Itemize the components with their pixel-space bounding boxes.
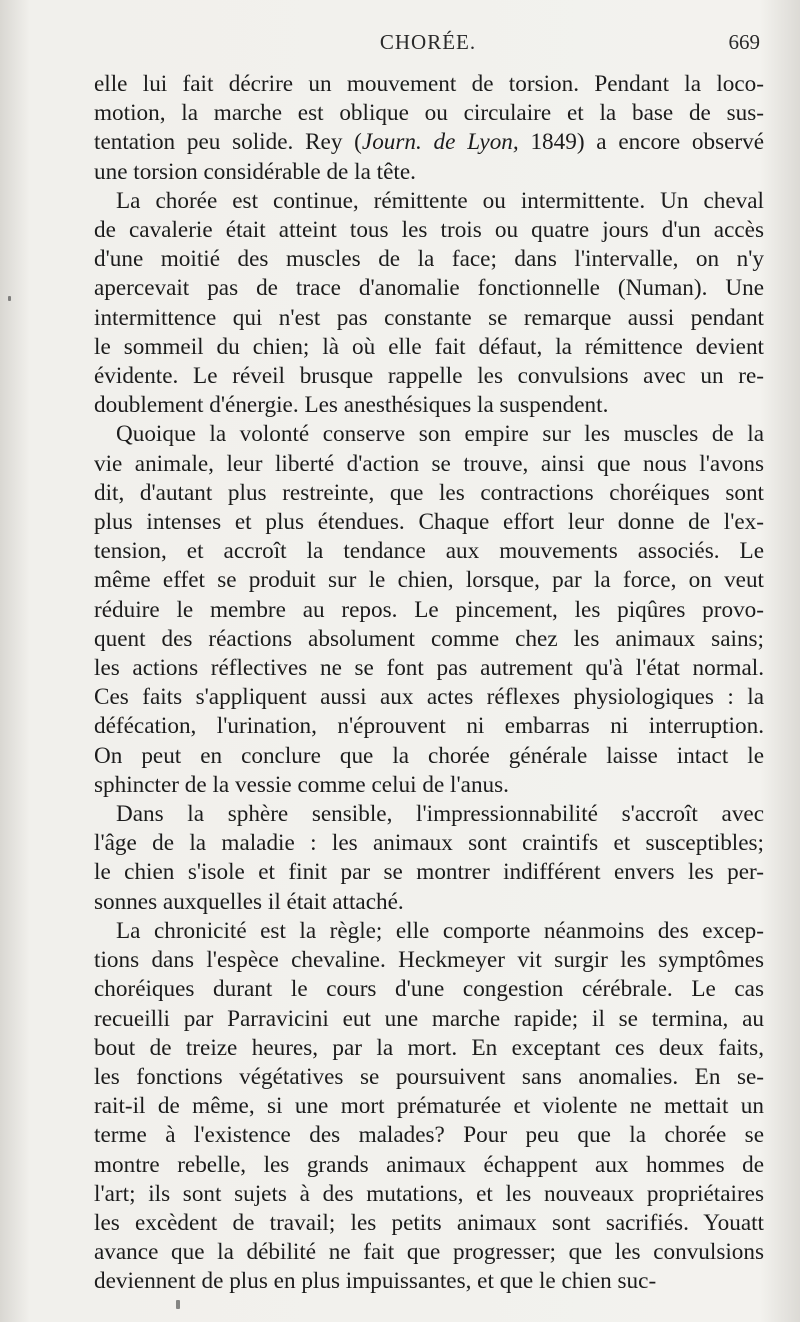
print-speck — [176, 1300, 180, 1309]
text-line: La chronicité est la règle; elle comporte néanmoins des excep- — [116, 917, 764, 944]
text-line: d'une moitié des muscles de la face; dans l'intervalle, on n'y — [94, 246, 764, 273]
text-line: sonnes auxquelles il était attaché. — [94, 888, 404, 915]
text-line: les fonctions végétatives se poursuivent sans anomalies. En se- — [94, 1063, 764, 1090]
text-line: de cavalerie était atteint tous les trois ou quatre jours d'un accès — [94, 217, 764, 244]
text-line: elle lui fait décrire un mouvement de torsion. Pendant la loco- — [94, 71, 764, 97]
text-line: l'âge de la maladie : les animaux sont craintifs et susceptibles; — [94, 830, 764, 857]
text-line: les actions réflectives ne se font pas autrement qu'à l'état normal. — [94, 655, 764, 682]
body-text — [94, 70, 764, 1297]
paragraph — [94, 917, 764, 1297]
text-line: défécation, l'urination, n'éprouvent ni embarras ni interruption. — [94, 713, 764, 740]
text-line: tension, et accroît la tendance aux mouvements associés. Le — [94, 538, 764, 565]
text-line: motion, la marche est oblique ou circulaire et la base de sus- — [94, 100, 764, 127]
text-line: les excèdent de travail; les petits animaux sont sacrifiés. Youatt — [94, 1209, 764, 1236]
text-line: apercevait pas de trace d'anomalie fonctionnelle (Numan). Une — [94, 275, 764, 302]
text-line: l'art; ils sont sujets à des mutations, et les nouveaux propriétaires — [94, 1180, 764, 1207]
text-line: recueilli par Parravicini eut une marche rapide; il se termina, au — [94, 1005, 764, 1032]
text-line: bout de treize heures, par la mort. En exceptant ces deux faits, — [94, 1034, 764, 1061]
text-line: deviennent de plus en plus impuissantes, et que le chien suc- — [94, 1268, 657, 1295]
text-line: vie animale, leur liberté d'action se trouve, ainsi que nous l'avons — [94, 450, 764, 477]
text-line: terme à l'existence des malades? Pour peu que la chorée se — [94, 1122, 764, 1149]
text-line: même effet se produit sur le chien, lorsque, par la force, on veut — [94, 567, 764, 594]
running-title: CHORÉE. — [379, 30, 477, 54]
text-line: choréiques durant le cours d'une congestion cérébrale. Le cas — [94, 976, 764, 1003]
paragraph — [94, 187, 764, 421]
text-line: tions dans l'espèce chevaline. Heckmeyer vit surgir les symptômes — [94, 947, 764, 974]
text-line: montre rebelle, les grands animaux échappent aux hommes de — [94, 1151, 764, 1178]
text-line: intermittence qui n'est pas constante se remarque aussi pendant — [94, 304, 764, 331]
text-line: On peut en conclure que la chorée générale laisse intact le — [94, 742, 764, 769]
text-line: évidente. Le réveil brusque rappelle les convulsions avec un re- — [94, 363, 764, 390]
text-line: La chorée est continue, rémittente ou intermittente. Un cheval — [116, 187, 764, 214]
paragraph — [94, 70, 764, 187]
paragraph — [94, 420, 764, 800]
text-line: rait-il de même, si une mort prématurée et violente ne mettait un — [94, 1093, 764, 1120]
text-line: doublement d'énergie. Les anesthésiques la suspendent. — [94, 392, 609, 419]
text-line: Quoique la volonté conserve son empire sur les muscles de la — [116, 421, 764, 448]
text-line: Dans la sphère sensible, l'impressionnabilité s'accroît avec — [116, 801, 764, 828]
text-line: sphincter de la vessie comme celui de l'anus. — [94, 771, 509, 798]
page-number: 669 — [728, 30, 760, 54]
text-line: avance que la débilité ne fait que progresser; que les convulsions — [94, 1239, 764, 1266]
text-line: une torsion considérable de la tête. — [94, 158, 416, 185]
text-line: le sommeil du chien; là où elle fait défaut, la rémittence devient — [94, 333, 764, 360]
text-line: tentation peu solide. Rey (Journ. de Lyon, 1849) a encore observé — [94, 129, 764, 156]
text-line: dit, d'autant plus restreinte, que les contractions choréiques sont — [94, 479, 764, 506]
text-line: Ces faits s'appliquent aussi aux actes réflexes physiologiques : la — [94, 684, 764, 711]
text-line: plus intenses et plus étendues. Chaque effort leur donne de l'ex- — [94, 509, 764, 536]
paragraph — [94, 800, 764, 917]
text-line: réduire le membre au repos. Le pincement, les piqûres provo- — [94, 596, 764, 623]
text-line: le chien s'isole et finit par se montrer indifférent envers les per- — [94, 859, 764, 886]
text-line: quent des réactions absolument comme chez les animaux sains; — [94, 625, 764, 652]
running-head — [96, 30, 760, 56]
print-speck — [8, 296, 11, 301]
